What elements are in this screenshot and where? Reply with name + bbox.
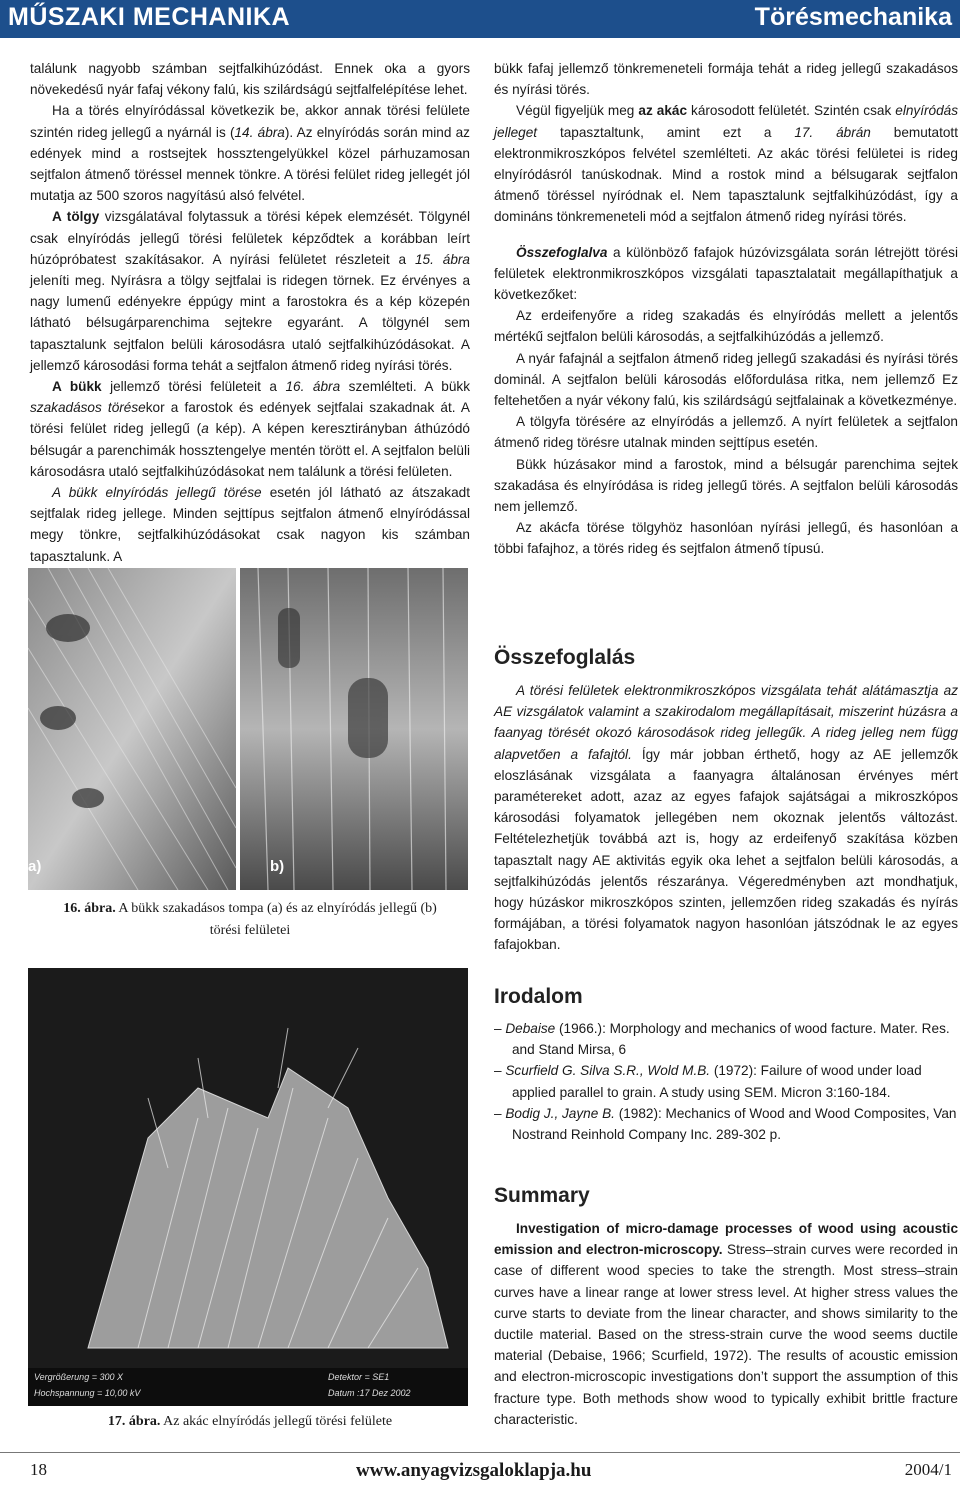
paragraph: A bükk elnyíródás jellegű törése esetén jól látható az átszakadt sejtfalak rideg jellege. Minden sejttípus sejtfalon átmenő elnyíródással megy tönkre, sejtfalkihúzódásokat csak nagyon kis számban tapasztalunk. A [30,485,471,564]
summary-body [494,1218,958,1430]
reference-item: – Scurfield G. Silva S.R., Wold M.B. (1972): Failure of wood under load applied parallel to grain. A study using SEM. Micron 3:160-184. [494,1063,922,1100]
references-list [494,1018,958,1145]
journal-title: MŰSZAKI MECHANIKA [8,3,291,31]
figure-label-a: a) [28,858,42,875]
paragraph: A törési felületek elektronmikroszkópos vizsgálata tehát alátámasztja az AE vizsgálatok valamint a szakirodalom megállapításait, miszerint húzásra a faanyag törését okozó károsodások rideg jellegűk. A rideg jelleg nem függ alapvetően a fafajtól. Így már jobban érthető, hogy az AE jellemzők eloszlásának vizsgálata a faanyagra általánosan érvényes mért paramétereket adott, azaz az egyes fafajok sajátságai a mikroszkópos károsodási folyamatok jellegében nem okoznak jelentős változást. Feltételezhetjük továbbá azt is, hogy az erdeifenyő szakítása közben tapasztalt nagy AE aktivitás egyik oka lehet a sejtfalon belüli károsodás, a sejtfalkihúzódás jelentős részaránya. Végeredményben azt mondhatjuk, hogy húzáskor mikroszkópos szinten, jellemzően rideg szakadás és nyírás formájában, a törési folyamatok nagyon hasonlóan játszódnak le az egyes fafajokban. [494,683,958,953]
paragraph: Bükk húzásakor mind a farostok, mind a bélsugár parenchima sejtek szakadása és elnyíródása is rideg jellegű törés. A sejtfalon belüli károsodás nem jellemző. [494,456,958,515]
paragraph: találunk nagyobb számban sejtfalkihúzódást. Ennek oka a gyors növekedésű nyár fafaj vékony falú, kis szilárdságú sejtfalfelépítése lehet. [30,61,470,98]
paragraph: A tölgyfa törésére az elnyíródás a jellemző. A nyírt felületek a sejtfalon átmenő rideg törésre utalnak minden sejttípus esetén. [494,414,958,451]
section-heading-irodalom: Irodalom [494,985,583,1008]
paragraph: Ha a törés elnyíródással következik be, akkor annak törési felülete szintén rideg jellegű a nyárnál is (14. ábra). Az elnyíródás során mind az edények mind a rostsejtek hossztengelyükkel közel párhuzamosan sejtfalon átmenő töréssel mennek tönkre. A törési felület rideg jellegét jól mutatja az 500 szoros nagyítású alsó felvétel. [30,103,470,204]
header-bar [0,0,960,38]
figure-17-image [28,968,468,1406]
issue-number: 2004/1 [904,1460,952,1479]
figure-label-b: b) [270,858,285,875]
paragraph: Összefoglalva a különböző fafajok húzóvizsgálata során létrejött törési felületek elektronmikroszkópos vizsgálati tapasztalatait megállapíthatjuk a következőket: [494,244,958,303]
left-column [30,58,470,567]
figure-16-caption: 16. ábra. A bükk szakadásos tompa (a) és az elnyíródás jellegű (b) törési felületei [63,901,437,938]
sem-info-left: Vergrößerung = 300 X Hochspannung = 10,00 kV [34,1372,141,1398]
figure-17-caption: 17. ábra. Az akác elnyíródás jellegű törési felülete [107,1414,393,1429]
paragraph: A tölgy vizsgálatával folytassuk a törési képek elemzését. Tölgynél csak elnyíródás jellegű törési felületek képződtek a korábban leírt húzópróbatest szakításakor. A nyírási felületet részleteit a 15. ábra jeleníti meg. Nyírásra a tölgy sejtfalai is ridegen törnek. Ez érvényes a nagy lumenű edényekre éppúgy mint a farostokra és a kép közepén látható bélsugárparenchima sejtekre egyaránt. A tölgynél sem tapasztalunk sejtfalon belüli károsodásra utaló sejtfalkihúzódásokat. A jellemző károsodási forma tehát a sejtfalon átmenő rideg nyírási törés. [30,209,471,373]
section-title: Törésmechanika [754,3,952,31]
page-number: 18 [30,1460,47,1479]
sem-micrograph-beech [28,568,468,890]
section-heading-summary: Summary [494,1184,590,1207]
footer-rule [0,1452,960,1453]
right-column [494,58,958,560]
paragraph: Az erdeifenyőre a rideg szakadás és elnyíródás mellett a jelentős mértékű sejtfalon belüli károsodás, a sejtfalkihúzódás a jellemző. [494,308,958,345]
paragraph: A bükk jellemző törési felületeit a 16. ábra szemlélteti. A bükk szakadásos törésekor a farostok és edények sejtfalai szakadnak át. A törési felület rideg jellegű (a kép). A képen keresztirányban áthúzódó bélsugár a parenchimák hossztengelye mentén törött el. A sejtfalon belüli károsodásra utaló sejtfalkihúzódásokat nem találunk a törési felületen. [30,379,470,479]
sem-micrograph-acacia [28,968,468,1406]
sem-info-right: Detektor = SE1 Datum :17 Dez 2002 [328,1372,411,1398]
paragraph: A nyár fafajnál a sejtfalon átmenő rideg jellegű szakadási és nyírási törés dominál. A sejtfalon belüli károsodás előfordulása ritka, nem jellemző Ez feltehetően a nyár vékony falú, kis szilárdságú sejtfalainak a következménye. [494,350,958,409]
reference-item: – Bodig J., Jayne B. (1982): Mechanics of Wood and Wood Composites, Van Nostrand Reinhold Company Inc. 289-302 p. [494,1105,957,1143]
paragraph: Investigation of micro-damage processes of wood using acoustic emission and electron-microscopy. Stress–strain curves were recorded in case of different wood species to take the strength. Most stress–strain curves have a linear range at lower stress level. At higher stress values the curve starts to deviate from the linear character, and shows similarity to the ductile material. Based on the stress-strain curve the wood seems ductile material (Debaise, 1966; Scurfield, 1972). The results of acoustic emission and electron-microscopic investigations don’t support the assumption of this fracture type. Both methods show wood to typically exhibit brittle fracture characteristic. [494,1221,958,1427]
reference-item: – Debaise (1966.): Morphology and mechanics of wood facture. Mater. Res. and Stand Mirsa, 6 [494,1021,950,1058]
paragraph: bükk fafaj jellemző tönkremeneteli formája tehát a rideg jellegű szakadásos és nyírási törés. [494,61,958,98]
osszefoglalas-body [494,680,958,956]
footer-url[interactable]: www.anyagvizsgaloklapja.hu [356,1460,592,1481]
section-heading-osszefoglalas: Összefoglalás [494,646,636,669]
paragraph: Végül figyeljük meg az akác károsodott felületét. Szintén csak elnyíródás jelleget tapasztaltunk, amint ezt a 17. ábrán bemutatott elektronmikroszkópos felvétel szemlélteti. Az akác törési felületei is rideg elnyíródásról tanúskodnak. Mind a rostok mind a bélsugarak sejtfalon átmenő töréssel nyíródnak el. Nem tapasztalunk sejtfalkihúzódást, így a domináns tönkremeneteli mód a sejtfalon átmenő rideg nyírási törés. [494,103,958,225]
figure-16-image [28,568,468,890]
paragraph: Az akácfa törése tölgyhöz hasonlóan nyírási jellegű, és hasonlóan a többi fafajhoz, a törés rideg és sejtfalon átmenő típusú. [494,520,958,557]
